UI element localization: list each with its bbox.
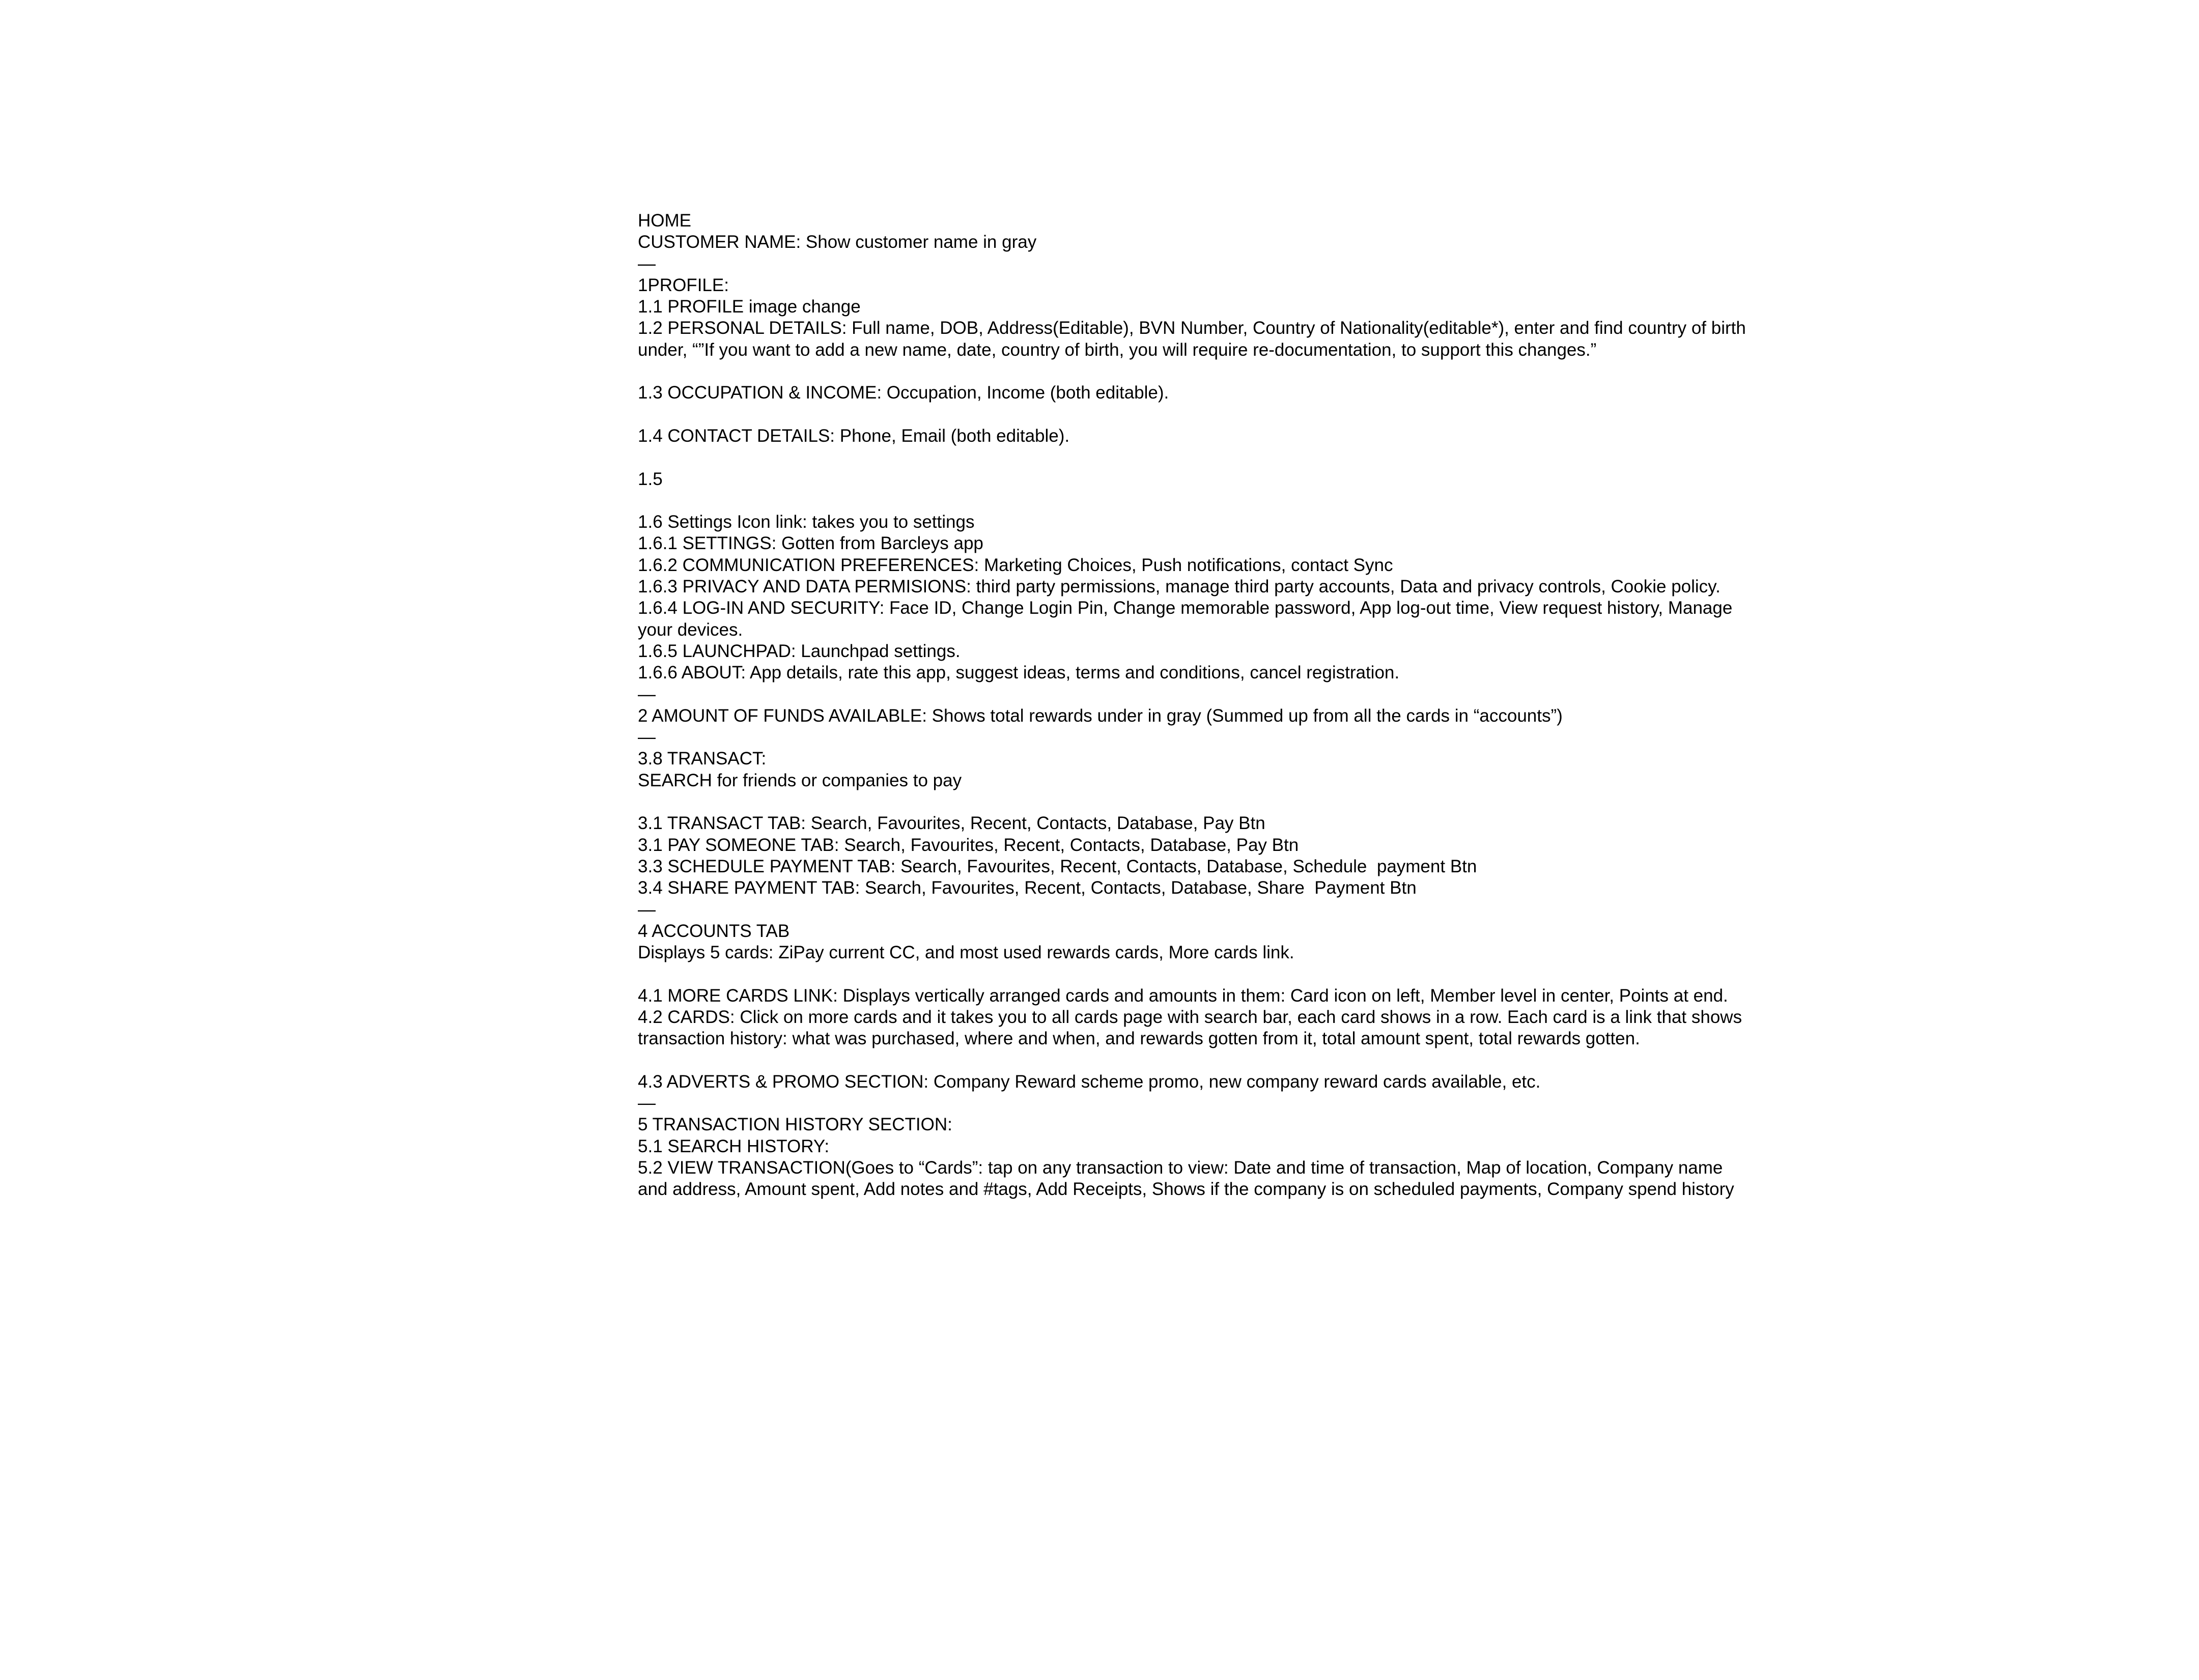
doc-separator: —	[638, 1093, 656, 1114]
doc-line: 1.6.1 SETTINGS: Gotten from Barcleys app	[638, 533, 983, 554]
doc-line: 4.2 CARDS: Click on more cards and it takes you to all cards page with search bar, each card shows in a row. Each card is a link that shows transaction history: what was purchased, where and when, and rewards gotten from it, total amount spent, total rewards gotten.	[638, 1007, 1747, 1049]
doc-line: 5.2 VIEW TRANSACTION(Goes to “Cards”: tap on any transaction to view: Date and time of transaction, Map of location, Company name and address, Amount spent, Add notes and #tags, Add Receipts, Shows if the company is on scheduled payments, Company spend history	[638, 1158, 1734, 1200]
doc-line: 1.4 CONTACT DETAILS: Phone, Email (both editable).	[638, 425, 1070, 446]
doc-line: 1.3 OCCUPATION & INCOME: Occupation, Income (both editable).	[638, 383, 1169, 403]
document-page	[638, 210, 1751, 1201]
doc-line: 1.2 PERSONAL DETAILS: Full name, DOB, Address(Editable), BVN Number, Country of Nationality(editable*), enter and find country of birth under, “”If you want to add a new name, date, country of birth, you will require re-documentation, to support this changes.”	[638, 318, 1751, 360]
doc-line: 3.3 SCHEDULE PAYMENT TAB: Search, Favourites, Recent, Contacts, Database, Schedule payment Btn	[638, 856, 1477, 876]
blank-line	[638, 447, 1747, 468]
doc-separator: —	[638, 727, 656, 748]
doc-line: 4 ACCOUNTS TAB	[638, 921, 790, 941]
doc-line: 1PROFILE:	[638, 275, 729, 295]
blank-line	[638, 404, 1747, 425]
doc-line: 1.1 PROFILE image change	[638, 297, 861, 317]
doc-line: HOME	[638, 211, 691, 231]
doc-line: 4.1 MORE CARDS LINK: Displays vertically arranged cards and amounts in them: Card icon on left, Member level in center, Points at end.	[638, 985, 1728, 1006]
blank-line	[638, 1050, 1747, 1071]
doc-line: 1.6.4 LOG-IN AND SECURITY: Face ID, Change Login Pin, Change memorable password, App log-out time, View request history, Manage your devices.	[638, 598, 1738, 640]
doc-line: 5 TRANSACTION HISTORY SECTION:	[638, 1115, 952, 1135]
doc-line: CUSTOMER NAME: Show customer name in gray	[638, 232, 1037, 252]
doc-line: 3.8 TRANSACT:	[638, 749, 767, 769]
doc-line: 1.6.2 COMMUNICATION PREFERENCES: Marketing Choices, Push notifications, contact Sync	[638, 555, 1393, 575]
doc-line: 1.5	[638, 469, 663, 489]
doc-separator: —	[638, 899, 656, 920]
doc-line: 2 AMOUNT OF FUNDS AVAILABLE: Shows total rewards under in gray (Summed up from all the cards in “accounts”)	[638, 705, 1563, 726]
doc-line: 1.6.6 ABOUT: App details, rate this app, suggest ideas, terms and conditions, cancel registration.	[638, 663, 1400, 683]
doc-line: 1.6.5 LAUNCHPAD: Launchpad settings.	[638, 641, 961, 661]
doc-line: 3.1 TRANSACT TAB: Search, Favourites, Recent, Contacts, Database, Pay Btn	[638, 813, 1265, 834]
doc-line: 1.6.3 PRIVACY AND DATA PERMISIONS: third party permissions, manage third party accounts, Data and privacy controls, Cookie policy.	[638, 577, 1721, 597]
doc-line: 1.6 Settings Icon link: takes you to settings	[638, 512, 975, 532]
blank-line	[638, 361, 1747, 382]
doc-line: SEARCH for friends or companies to pay	[638, 770, 962, 790]
blank-line	[638, 791, 1747, 813]
doc-separator: —	[638, 253, 656, 274]
doc-line: 3.1 PAY SOMEONE TAB: Search, Favourites, Recent, Contacts, Database, Pay Btn	[638, 835, 1299, 855]
doc-line: 5.1 SEARCH HISTORY:	[638, 1136, 830, 1156]
doc-line: 3.4 SHARE PAYMENT TAB: Search, Favourites, Recent, Contacts, Database, Share Payment Btn	[638, 878, 1417, 898]
doc-line: 4.3 ADVERTS & PROMO SECTION: Company Reward scheme promo, new company reward cards available, etc.	[638, 1071, 1541, 1092]
doc-line: Displays 5 cards: ZiPay current CC, and most used rewards cards, More cards link.	[638, 943, 1294, 963]
blank-line	[638, 963, 1747, 985]
doc-separator: —	[638, 684, 656, 704]
blank-line	[638, 490, 1747, 511]
